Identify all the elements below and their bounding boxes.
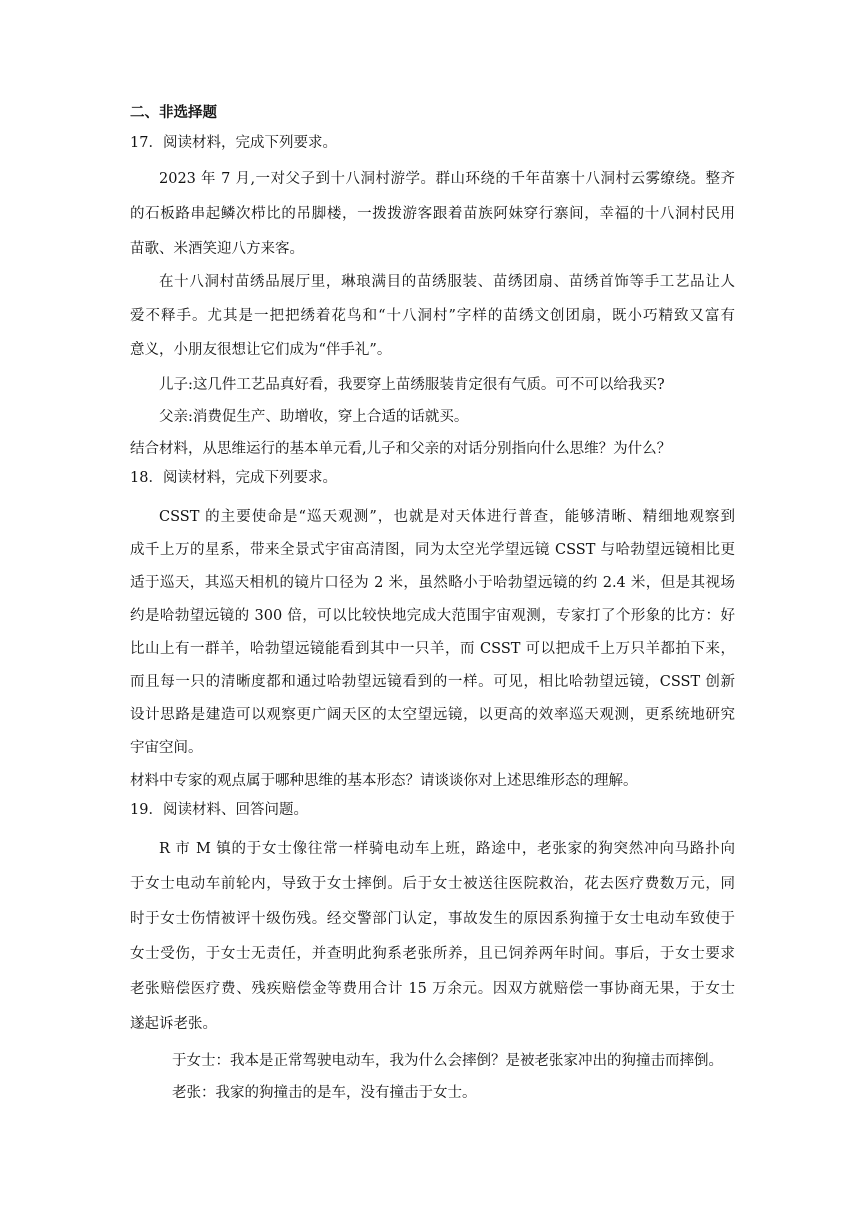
q17-paragraph-2-line: 在十八洞村苗绣品展厅里，琳琅满目的苗绣服装、苗绣团扇、苗绣首饰等手工艺品让人 [159,274,735,290]
q18-paragraph-line: 宇宙空间。 [130,740,203,756]
q19-paragraph-line: 时于女士伤情被评十级伤残。经交警部门认定，事故发生的原因系狗撞于女士电动车致使于 [130,911,735,927]
q18-question: 材料中专家的观点属于哪种思维的基本形态？请谈谈你对上述思维形态的理解。 [130,773,638,789]
q19-paragraph-line: 于女士电动车前轮内，导致于女士摔倒。后于女士被送往医院救治，花去医疗费数万元，同 [130,876,735,892]
q19-title: 19．阅读材料、回答问题。 [130,802,308,818]
q17-question: 结合材料，从思维运行的基本单元看,儿子和父亲的对话分别指向什么思维？为什么？ [130,441,672,457]
q19-paragraph-line: R 市 M 镇的于女士像往常一样骑电动车上班，路途中，老张家的狗突然冲向马路扑向 [159,841,735,857]
section-heading: 二、非选择题 [130,105,217,121]
q18-paragraph-line: 设计思路是建造可以观察更广阔天区的太空望远镜，以更高的效率巡天观测，更系统地研究 [130,707,735,723]
q19-ms-yu-dialogue: 于女士：我本是正常驾驶电动车，我为什么会摔倒？是被老张家冲出的狗撞击而摔倒。 [172,1053,723,1069]
q18-paragraph-line: 约是哈勃望远镜的 300 倍，可以比较快地完成大范围宇宙观测，专家打了个形象的比方：好 [130,608,735,624]
q19-paragraph-line: 女士受伤，于女士无责任，并查明此狗系老张所养，且已饲养两年时间。事后，于女士要求 [130,946,735,962]
q17-paragraph-2-line: 意义，小朋友很想让它们成为“伴手礼”。 [130,342,392,358]
q17-son-dialogue: 儿子:这几件工艺品真好看，我要穿上苗绣服装肯定很有气质。可不可以给我买? [159,377,665,393]
q17-father-dialogue: 父亲:消费促生产、助增收，穿上合适的话就买。 [159,409,469,425]
q19-lao-zhang-dialogue: 老张：我家的狗撞击的是车，没有撞击于女士。 [172,1085,477,1101]
q17-paragraph-1-line: 2023 年 7 月,一对父子到十八洞村游学。群山环绕的千年苗寨十八洞村云雾缭绕。整齐 [159,171,735,187]
q19-paragraph-line: 老张赔偿医疗费、残疾赔偿金等费用合计 15 万余元。因双方就赔偿一事协商无果，于女士 [130,981,735,997]
q18-paragraph-line: 成千上万的星系，带来全景式宇宙高清图，同为太空光学望远镜 CSST 与哈勃望远镜相比更 [130,542,735,558]
q18-paragraph-line: 而且每一只的清晰度都和通过哈勃望远镜看到的一样。可见，相比哈勃望远镜，CSST 创新 [130,674,735,690]
q17-paragraph-1-line: 苗歌、米酒笑迎八方来客。 [130,241,304,257]
q18-paragraph-line: CSST 的主要使命是“巡天观测”，也就是对天体进行普查，能够清晰、精细地观察到 [159,509,735,525]
q18-paragraph-line: 适于巡天，其巡天相机的镜片口径为 2 米，虽然略小于哈勃望远镜的约 2.4 米，但是其视场 [130,575,735,591]
q17-title: 17．阅读材料，完成下列要求。 [130,135,337,151]
q19-paragraph-line: 遂起诉老张。 [130,1016,217,1032]
q18-title: 18．阅读材料，完成下列要求。 [130,470,337,486]
q18-paragraph-line: 比山上有一群羊，哈勃望远镜能看到其中一只羊，而 CSST 可以把成千上万只羊都拍下来， [130,641,735,657]
q17-paragraph-2-line: 爱不释手。尤其是一把把绣着花鸟和“十八洞村”字样的苗绣文创团扇，既小巧精致又富有 [130,308,735,324]
q17-paragraph-1-line: 的石板路串起鳞次栉比的吊脚楼，一拨拨游客跟着苗族阿妹穿行寨间，幸福的十八洞村民用 [130,206,735,222]
